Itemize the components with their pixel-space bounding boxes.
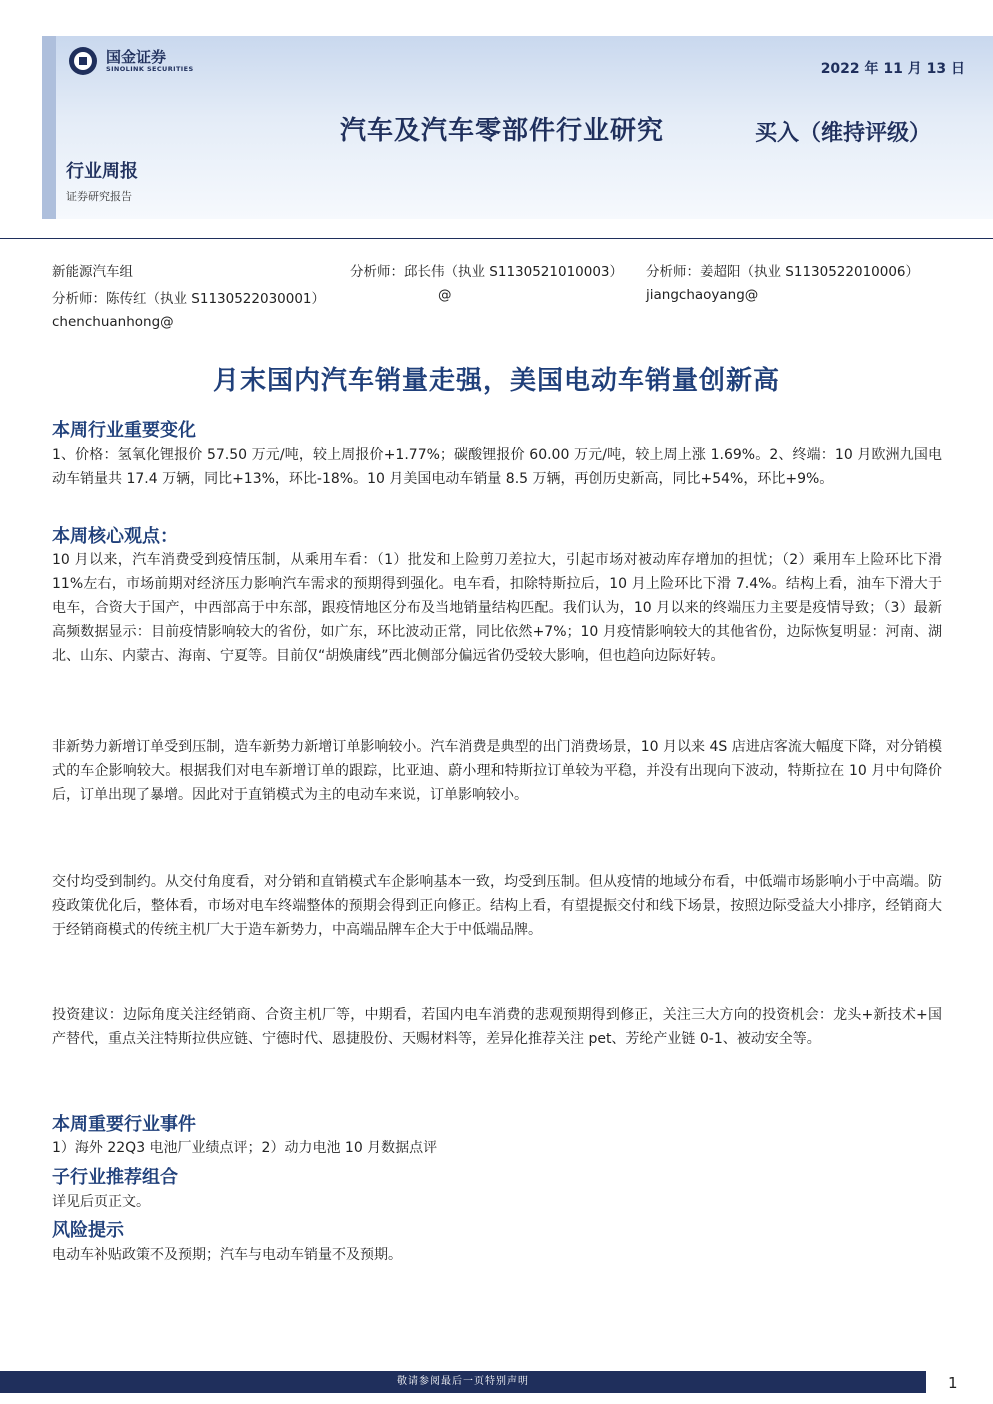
events-text: 1）海外 22Q3 电池厂业绩点评；2）动力电池 10 月数据点评 <box>52 1140 438 1156</box>
subindustry-text: 详见后页正文。 <box>52 1194 150 1210</box>
logo-chinese-name: 国金证券 <box>106 48 167 66</box>
rating-badge: 买入（维持评级） <box>755 121 932 146</box>
section-title-changes: 本周行业重要变化 <box>52 420 196 441</box>
changes-text: 1、价格：氢氧化锂报价 57.50 万元/吨，较上周报价+1.77%；碳酸锂报价 60.00 万元/吨，较上周上涨 1.69%。2、终端：10 月欧洲九国电动车销量共 17.4 万辆，同比+13%，环比-18%。10 月美国电动车销量 8.5 万辆，再创历史新高，同比+54%，环比+9%。 <box>52 447 942 487</box>
report-type: 行业周报 <box>66 161 138 182</box>
header-divider <box>0 238 993 239</box>
section-title-views: 本周核心观点： <box>52 526 178 547</box>
footer-disclaimer[interactable]: 敬请参阅最后一页特别声明 <box>0 1371 926 1393</box>
views-paragraph-3: 交付均受到制约。从交付角度看，对分销和直销模式车企影响基本一致，均受到压制。但从疫情的地域分布看，中低端市场影响小于中高端。防疫政策优化后，整体看，市场对电车终端整体的预期会得到正向修正。结构上看，有望提振交付和线下场景，按照边际受益大小排序，经销商大于经销商模式的传统主机厂大于造车新势力，中高端品牌车企大于中低端品牌。 <box>52 874 942 938</box>
views-paragraph-4: 投资建议：边际角度关注经销商、合资主机厂等，中期看，若国内电车消费的悲观预期得到修正，关注三大方向的投资机会：龙头+新技术+国产替代，重点关注特斯拉供应链、宁德时代、恩捷股份、天赐材料等，差异化推荐关注 pet、芳纶产业链 0-1、被动安全等。 <box>52 1007 942 1047</box>
analyst-2-email[interactable]: jiangchaoyang@ <box>646 287 759 303</box>
analyst-3: 分析师：陈传红（执业 S1130522030001） <box>52 291 326 307</box>
analyst-1: 分析师：邱长伟（执业 S1130521010003） <box>350 264 624 280</box>
report-subtitle: 证券研究报告 <box>66 190 132 203</box>
report-date: 2022 年 11 月 13 日 <box>820 61 965 77</box>
section-title-subindustry: 子行业推荐组合 <box>52 1167 178 1188</box>
views-paragraph-2: 非新势力新增订单受到压制，造车新势力新增订单影响较小。汽车消费是典型的出门消费场景，10 月以来 4S 店进店客流大幅度下降，对分销模式的车企影响较大。根据我们对电车新增订单的跟踪，比亚迪、蔚小理和特斯拉订单较为平稳，并没有出现向下波动，特斯拉在 10 月中旬降价后，订单出现了暴增。因此对于直销模式为主的电动车来说，订单影响较小。 <box>52 739 942 803</box>
banner-accent-bar <box>42 36 56 219</box>
company-logo <box>68 44 194 78</box>
section-title-risk: 风险提示 <box>52 1220 124 1241</box>
sinolink-logo-icon <box>68 46 98 76</box>
risk-text: 电动车补贴政策不及预期；汽车与电动车销量不及预期。 <box>52 1247 402 1263</box>
analyst-1-email[interactable]: @ <box>438 287 452 303</box>
views-paragraph-1: 10 月以来，汽车消费受到疫情压制，从乘用车看：（1）批发和上险剪刀差拉大，引起市场对被动库存增加的担忧；（2）乘用车上险环比下滑 11%左右，市场前期对经济压力影响汽车需求的预期得到强化。电车看，扣除特斯拉后，10 月上险环比下滑 7.4%。结构上看，油车下滑大于电车，合资大于国产，中西部高于中东部，跟疫情地区分布及当地销量结构匹配。我们认为，10 月以来的终端压力主要是疫情导致；（3）最新高频数据显示：目前疫情影响较大的省份，如广东，环比波动正常，同比依然+7%；10 月疫情影响较大的其他省份，边际恢复明显：河南、湖北、山东、内蒙古、海南、宁夏等。目前仅“胡焕庸线”西北侧部分偏远省仍受较大影响，但也趋向边际好转。 <box>52 552 942 664</box>
analyst-3-email[interactable]: chenchuanhong@ <box>52 314 174 330</box>
industry-title: 汽车及汽车零部件行业研究 <box>340 116 665 146</box>
analyst-group: 新能源汽车组 <box>52 264 133 280</box>
page-number: 1 <box>948 1374 958 1392</box>
analyst-2: 分析师：姜超阳（执业 S1130522010006） <box>646 264 920 280</box>
report-headline: 月末国内汽车销量走强，美国电动车销量创新高 <box>212 366 780 396</box>
logo-english-name: SINOLINK SECURITIES <box>106 65 194 73</box>
section-title-events: 本周重要行业事件 <box>52 1114 196 1135</box>
